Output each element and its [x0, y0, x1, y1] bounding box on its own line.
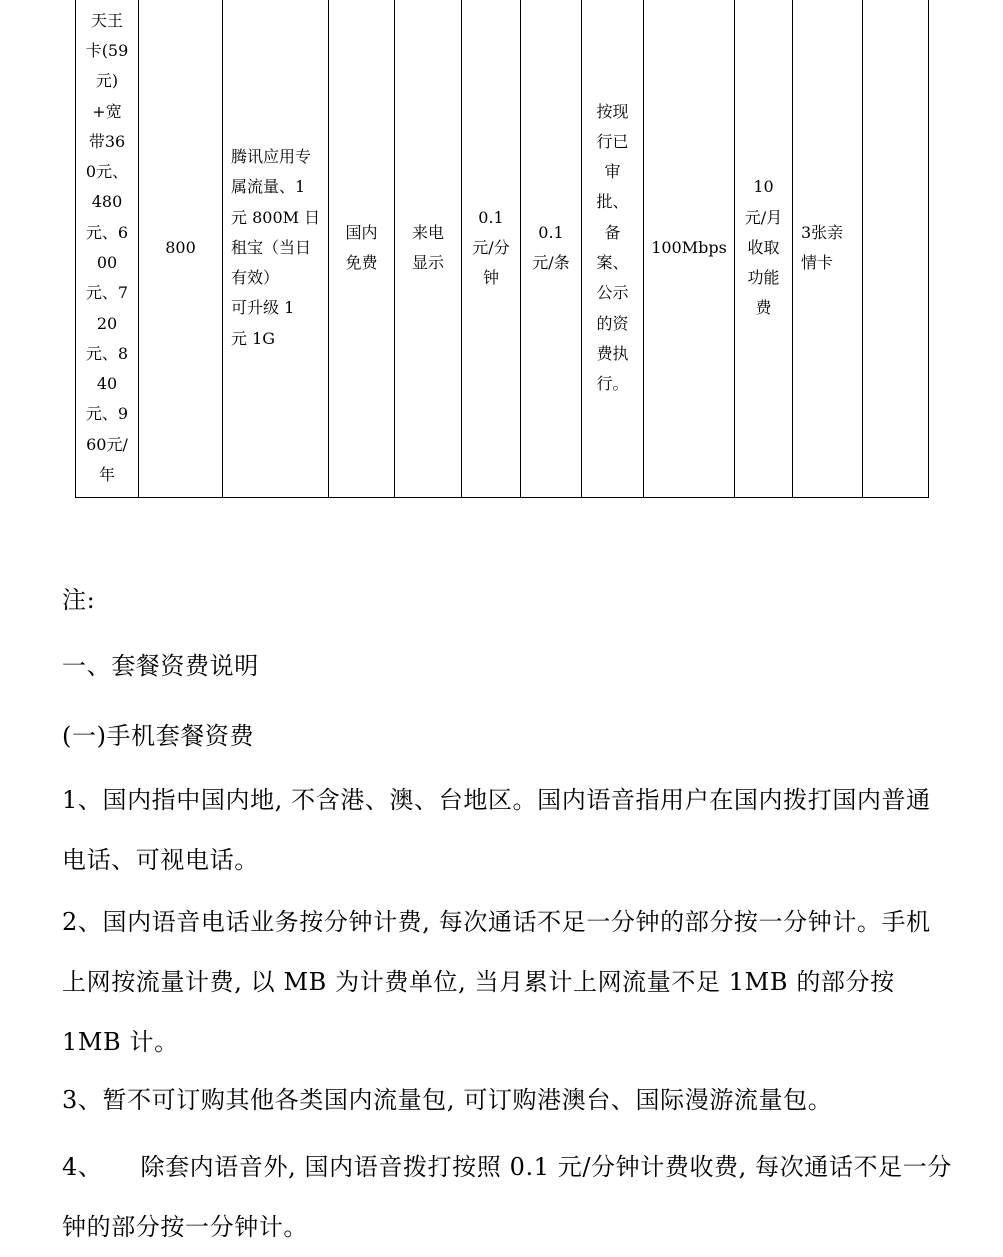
note-item-4-text: 除套内语音外, 国内语音拨打按照 0.1 元/分钟计费收费, 每次通话不足一分钟的部分按一分钟计。 — [62, 1153, 952, 1241]
minutes-cell — [139, 0, 223, 498]
call-fee-cell — [462, 0, 521, 498]
note-item-4-number: 4、 — [62, 1153, 103, 1181]
table-row — [76, 0, 929, 498]
calls-cell — [329, 0, 395, 498]
data-line: 有效） — [231, 268, 280, 288]
data-text — [231, 142, 321, 354]
family-card-cell — [793, 0, 863, 498]
function-fee-text: 10元/月收取功能费 — [744, 177, 783, 318]
data-line: 属流量、1 — [231, 177, 306, 197]
calls-text: 国内免费 — [345, 222, 378, 272]
note-item-1: 1、国内指中国内地, 不含港、澳、台地区。国内语音指用户在国内拨打国内普通电话、可视电话。 — [62, 786, 931, 874]
data-line: 租宝（当日 — [231, 237, 312, 257]
extra-cell — [863, 0, 929, 498]
broadband-cell — [644, 0, 735, 498]
notes-heading: 注: — [62, 586, 96, 614]
fee-table — [75, 0, 929, 498]
sms-fee-cell — [521, 0, 582, 498]
caller-id-text: 来电显示 — [411, 222, 444, 272]
data-line: 元 1G — [231, 328, 276, 348]
package-cell — [76, 0, 139, 498]
package-text: 天王卡(59元)+宽带360元、480元、600元、720元、840元、960元/年 — [85, 10, 129, 485]
note-item-4 — [62, 1137, 952, 1257]
data-line: 可升级 1 — [231, 298, 295, 318]
section-title: 一、套餐资费说明 — [62, 652, 259, 680]
family-card-text: 3张亲情卡 — [801, 222, 844, 272]
note-item-2: 2、国内语音电话业务按分钟计费, 每次通话不足一分钟的部分按一分钟计。手机上网按流量计费, 以 MB 为计费单位, 当月累计上网流量不足 1MB 的部分按 1MB 计。 — [62, 908, 931, 1056]
note-item-3: 3、暂不可订购其他各类国内流量包, 可订购港澳台、国际漫游流量包。 — [62, 1086, 833, 1114]
data-line: 元 800M 日 — [231, 207, 321, 227]
other-tariff-cell — [582, 0, 644, 498]
other-tariff-text: 按现行已审批、备案、公示的资费执行。 — [596, 101, 629, 394]
broadband-text: 100Mbps — [651, 237, 727, 257]
minutes-text: 800 — [165, 237, 196, 257]
call-fee-text: 0.1元/分钟 — [472, 207, 510, 288]
data-line: 腾讯应用专 — [231, 146, 312, 166]
sms-fee-text: 0.1元/条 — [532, 222, 570, 272]
function-fee-cell — [735, 0, 793, 498]
data-cell — [223, 0, 329, 498]
subsection-title: (一)手机套餐资费 — [62, 722, 255, 750]
caller-id-cell — [395, 0, 462, 498]
